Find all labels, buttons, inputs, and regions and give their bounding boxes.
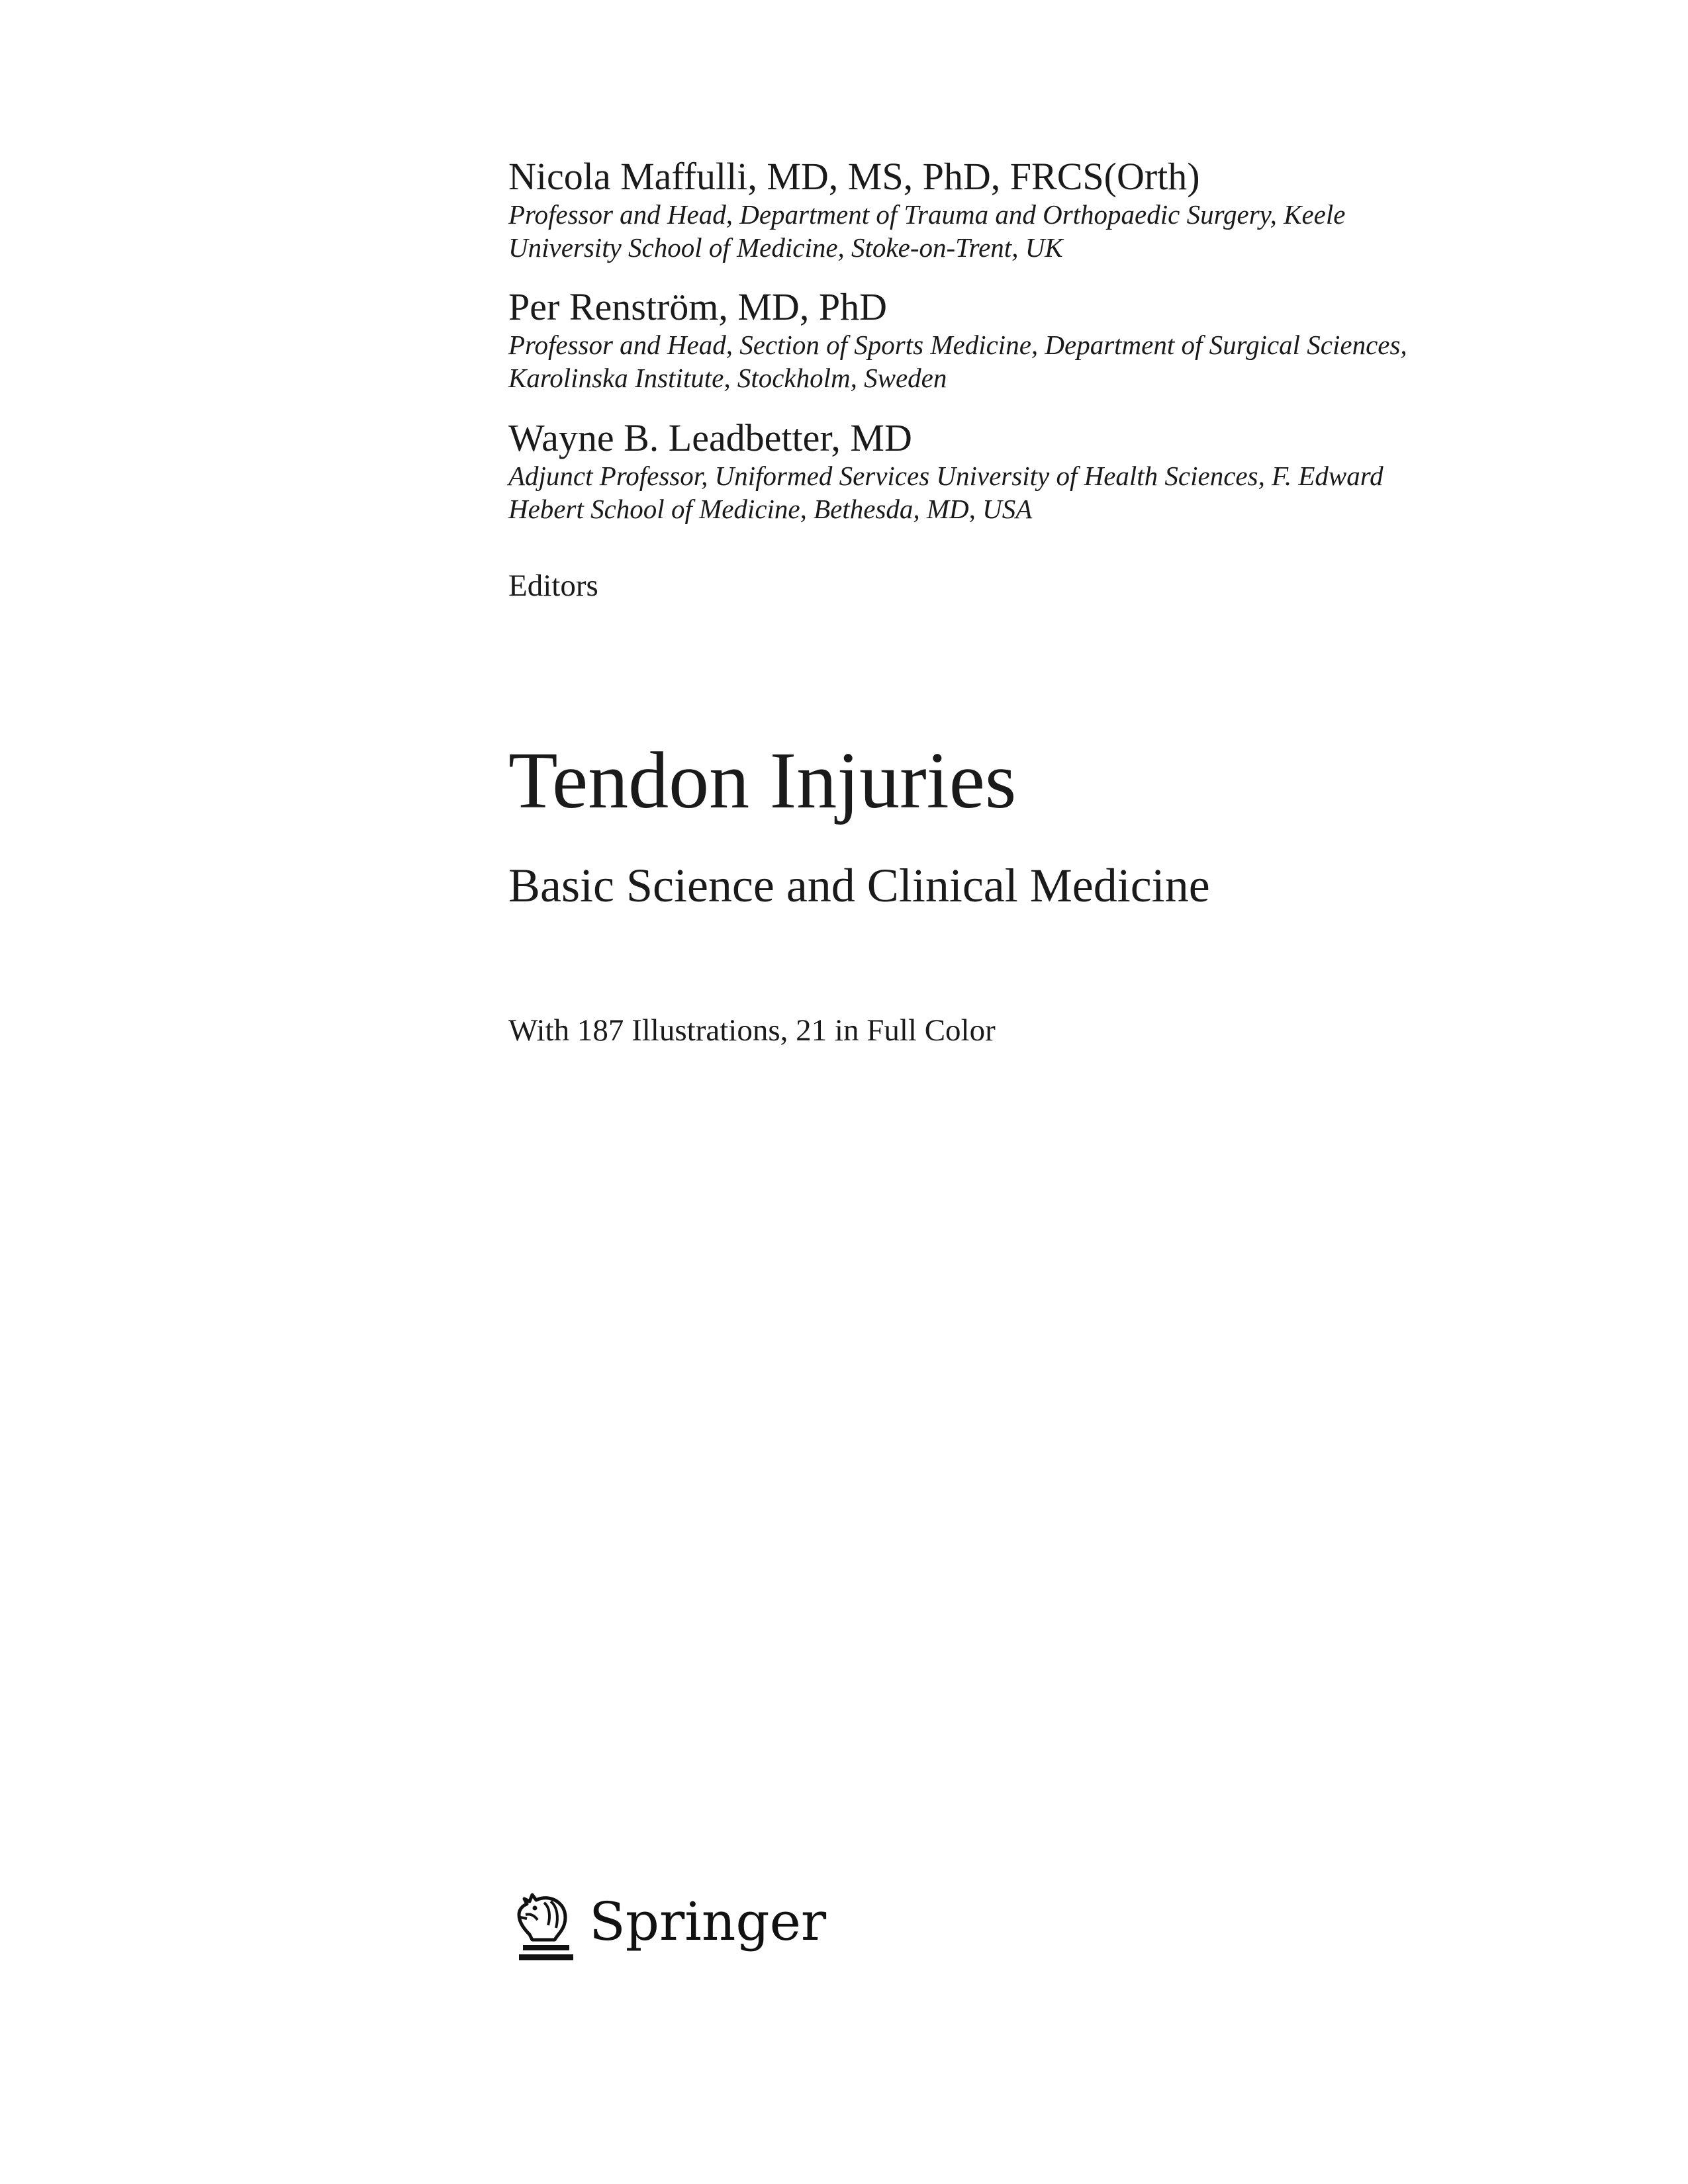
editor-affiliation-line: Adjunct Professor, Uniformed Services University of Health Sciences, F. Edward xyxy=(508,461,1383,491)
editor-affiliation-line: Professor and Head, Section of Sports Medicine, Department of Surgical Sciences, xyxy=(508,330,1407,360)
editor-affiliation-line: University School of Medicine, Stoke-on-Trent, UK xyxy=(508,232,1063,263)
editor-name: Per Renström, MD, PhD xyxy=(508,285,887,328)
knight-horse-icon xyxy=(510,1876,576,1962)
editor-affiliation-line: Professor and Head, Department of Trauma and Orthopaedic Surgery, Keele xyxy=(508,199,1346,230)
editor-3 xyxy=(508,417,1383,525)
editor-2 xyxy=(508,286,1407,394)
illustrations-note: With 187 Illustrations, 21 in Full Color xyxy=(508,1013,996,1048)
editor-affiliation-line: Hebert School of Medicine, Bethesda, MD, USA xyxy=(508,494,1033,524)
publisher-name: Springer xyxy=(589,1891,827,1952)
publisher-imprint xyxy=(510,1876,826,1962)
editors-label: Editors xyxy=(508,569,598,603)
editor-name: Wayne B. Leadbetter, MD xyxy=(508,416,912,459)
editor-affiliation-line: Karolinska Institute, Stockholm, Sweden xyxy=(508,363,947,393)
editor-name: Nicola Maffulli, MD, MS, PhD, FRCS(Orth) xyxy=(508,155,1200,198)
book-title: Tendon Injuries xyxy=(508,736,1017,825)
book-subtitle: Basic Science and Clinical Medicine xyxy=(508,859,1210,912)
editor-1 xyxy=(508,156,1345,264)
